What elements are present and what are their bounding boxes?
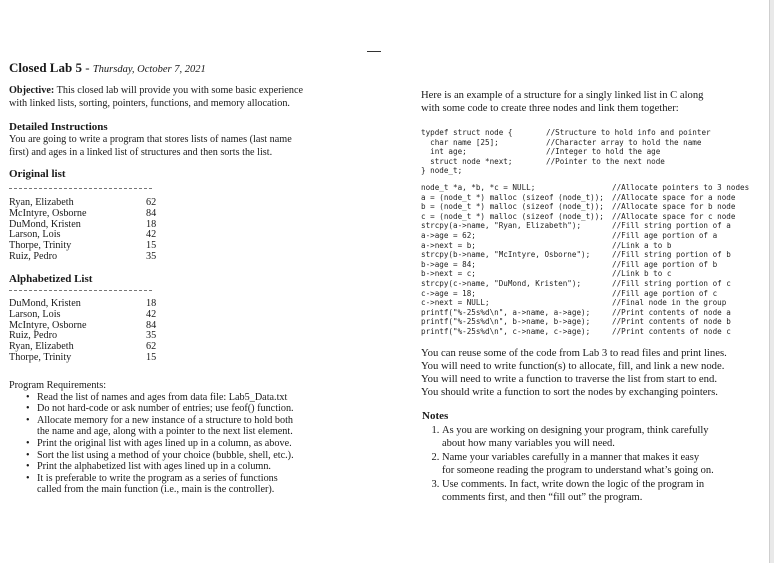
requirement-text: • Read the list of names and ages from data file: Lab5_Data.txt [37,391,288,403]
list-name: Ryan, Elizabeth [9,197,74,208]
code-line: a->age = 62; [421,230,476,240]
list-name: Thorpe, Trinity [9,351,72,363]
code-comment: //Allocate pointers to 3 nodes [612,183,750,192]
code-line: b->next = c; [421,269,476,279]
code-line: printf("%-25s%d\n", b->name, b->age); [421,317,591,327]
code-comment: //Fill string portion of a [612,221,731,231]
requirement-item [37,392,354,404]
node-code-block [421,183,604,337]
code-comment: //Print contents of node a [612,307,731,317]
list-age: 15 [146,240,157,252]
note-item [442,452,767,477]
requirement-text: • It is preferable to write the program as a series of functions [37,472,278,484]
program-requirements [9,380,354,496]
list-age: 62 [146,197,157,208]
note-text: 3. Use comments. In fact, write down the logic of the program in [442,479,705,491]
code-line: b->age = 84; [421,259,476,269]
alpha-list-heading: Alphabetized List [9,273,93,285]
code-comment: //Print contents of node c [612,326,731,336]
alpha-list-rule [9,290,152,291]
right-scroll-edge [769,0,774,563]
list-age: 42 [146,229,157,241]
code-line: b = (node_t *) malloc (sizeof (node_t)); [421,202,604,212]
struct-code-comments [546,128,711,176]
list-name: McIntyre, Osborne [9,207,87,219]
reuse-line-1: You can reuse some of the code from Lab 3 to read files and print lines. [421,347,727,359]
code-line: c->next = NULL; [421,298,490,308]
notes-heading: Notes [422,410,449,422]
requirement-text: • Do not hard-code or ask number of entries; use feof() function. [37,403,294,415]
list-name: Thorpe, Trinity [9,240,72,252]
objective-line-2: with linked lists, sorting, pointers, functions, and memory allocation. [9,98,290,109]
code-comment: //Structure to hold info and pointer [546,128,711,137]
code-line: } node_t; [421,166,463,176]
code-line: a = (node_t *) malloc (sizeof (node_t)); [421,192,604,202]
list-age: 18 [146,218,157,230]
list-name: Ruiz, Pedro [9,250,58,262]
code-comment: //Allocate space for c node [612,211,736,221]
code-line: c = (node_t *) malloc (sizeof (node_t)); [421,211,604,221]
objective-text-1: This closed lab will provide you with some basic experience [56,85,304,96]
note-text: 2. Name your variables carefully in a manner that makes it easy [442,452,700,464]
code-line: struct node *next; [421,156,513,166]
note-text: comments first, and then “fill out” the program. [442,491,643,503]
code-line: a->next = b; [421,240,476,250]
reuse-line-4: You should write a function to sort the nodes by exchanging pointers. [421,386,718,398]
requirement-text: called from the main function (i.e., main is the controller). [37,484,275,496]
example-intro-line-1: Here is an example of a structure for a singly linked list in C along [421,90,704,101]
reuse-line-2: You will need to write function(s) to allocate, fill, and link a new node. [421,360,725,372]
code-line: strcpy(c->name, "DuMond, Kristen"); [421,278,582,288]
note-item [442,479,767,504]
code-comment [546,166,711,176]
code-line: node_t *a, *b, *c = NULL; [421,183,536,192]
notes-list [422,425,767,505]
list-age: 35 [146,330,157,342]
list-age: 62 [146,341,157,353]
requirement-item [37,415,354,438]
list-age: 15 [146,351,157,363]
notes-section [422,410,767,507]
note-item [442,425,767,450]
code-comment: //Fill age portion of a [612,230,718,240]
code-line: char name [25]; [421,137,499,147]
requirement-item [37,438,354,450]
requirement-text: • Print the original list with ages lined up in a column, as above. [37,437,292,449]
lab-title [9,60,206,76]
requirement-text: • Print the alphabetized list with ages lined up in a column. [37,461,271,473]
detailed-heading: Detailed Instructions [9,121,108,133]
objective-line-1 [9,85,303,98]
requirement-text: • Sort the list using a method of your choice (bubble, shell, etc.). [37,449,294,461]
code-comment: //Fill age portion of b [612,259,718,269]
list-age: 18 [146,298,157,309]
note-text: 1. As you are working on designing your program, think carefully [442,425,709,436]
list-name: Ryan, Elizabeth [9,341,74,353]
code-line: printf("%-25s%d\n", c->name, c->age); [421,326,591,336]
list-name: Larson, Lois [9,308,61,320]
list-name: Ruiz, Pedro [9,330,58,342]
detailed-line-1: You are going to write a program that stores lists of names (last name [9,134,292,145]
requirement-item [37,461,354,473]
code-comment: //Final node in the group [612,298,727,308]
note-text: for someone reading the program to understand what’s going on. [442,464,714,476]
code-line: c->age = 18; [421,288,476,298]
original-list-rule [9,188,152,189]
detailed-line-2: first) and ages in a linked list of structures and then sorts the list. [9,147,273,158]
code-comment: //Print contents of node b [612,317,731,327]
requirement-item [37,473,354,496]
requirement-text: the name and age, along with a pointer to the next list element. [37,426,293,438]
requirement-text: • Allocate memory for a new instance of a structure to hold both [37,414,294,426]
requirements-list [9,392,354,496]
requirement-item [37,450,354,462]
code-line: strcpy(b->name, "McIntyre, Osborne"); [421,250,591,260]
list-name: DuMond, Kristen [9,298,81,309]
requirement-item [37,403,354,415]
code-comment: //Allocate space for a node [612,192,736,202]
list-name: Larson, Lois [9,229,61,241]
list-age: 84 [146,319,157,331]
code-comment: //Fill string portion of c [612,278,731,288]
code-comment: //Pointer to the next node [546,156,665,166]
original-list-heading: Original list [9,168,66,180]
code-line: strcpy(a->name, "Ryan, Elizabeth"); [421,221,582,231]
code-comment: //Allocate space for b node [612,202,736,212]
list-name: McIntyre, Osborne [9,319,87,331]
example-intro-line-2: with some code to create three nodes and link them together: [421,103,679,114]
objective-label: Objective: [9,85,55,96]
lab-date: Thursday, October 7, 2021 [92,64,206,75]
code-comment: //Character array to hold the name [546,137,702,147]
code-comment: //Link b to c [612,269,672,279]
code-comment: //Fill string portion of b [612,250,731,260]
code-comment: //Fill age portion of c [612,288,718,298]
code-line: int age; [421,147,467,157]
code-comment: //Link a to b [612,240,672,250]
code-line: typdef struct node { [421,128,513,137]
code-comment: //Integer to hold the age [546,147,661,157]
node-code-comments [612,183,749,337]
note-text: about how many variables you will need. [442,437,615,449]
page-separator [367,51,381,52]
list-age: 84 [146,207,157,219]
struct-code-block [421,128,512,176]
lab-title-main: Closed Lab 5 [9,60,82,75]
list-age: 35 [146,250,157,262]
list-name: DuMond, Kristen [9,218,81,230]
reuse-line-3: You will need to write a function to traverse the list from start to end. [421,373,718,385]
list-age: 42 [146,308,157,320]
lab-title-sep: - [81,60,93,75]
requirements-heading: Program Requirements: [9,380,107,391]
code-line: printf("%-25s%d\n", a->name, a->age); [421,307,591,317]
